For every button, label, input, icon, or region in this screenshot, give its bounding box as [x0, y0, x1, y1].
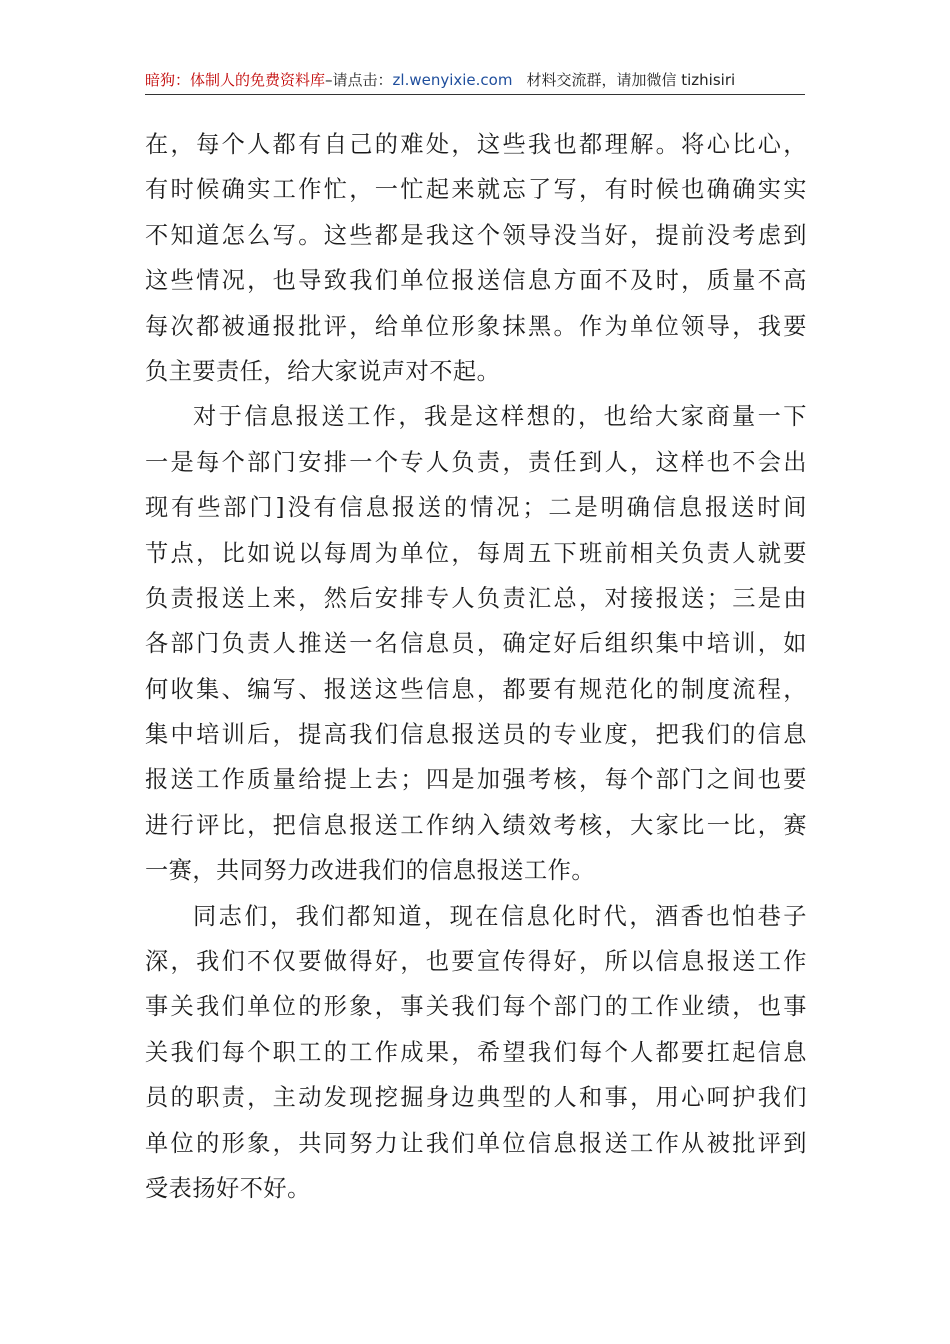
- paragraph-2: [145, 394, 807, 893]
- header-contact: 材料交流群，请加微信 tizhisiri: [526, 71, 736, 89]
- header-url-link[interactable]: zl.wenyixie.com: [392, 71, 513, 89]
- text-line: 一是每个部门安排一个专人负责，责任到人，这样也不会出: [145, 448, 807, 476]
- text-line: 何收集、编写、报送这些信息，都要有规范化的制度流程，: [145, 675, 807, 703]
- text-line: 这些情况，也导致我们单位报送信息方面不及时，质量不高: [145, 267, 807, 295]
- text-line: 报送工作质量给提上去；四是加强考核，每个部门之间也要: [145, 766, 807, 794]
- text-line: 员的职责，主动发现挖掘身边典型的人和事，用心呵护我们: [145, 1084, 807, 1112]
- text-line: 有时候确实工作忙，一忙起来就忘了写，有时候也确确实实: [145, 176, 807, 204]
- text-line: 对于信息报送工作，我是这样想的，也给大家商量一下: [193, 403, 807, 431]
- document-body: [145, 122, 807, 1211]
- text-line: 现有些部门]没有信息报送的情况；二是明确信息报送时间: [145, 494, 807, 522]
- text-line: 单位的形象，共同努力让我们单位信息报送工作从被批评到: [145, 1129, 807, 1157]
- text-line: 深，我们不仅要做得好，也要宣传得好，所以信息报送工作: [145, 948, 807, 976]
- text-line: 事关我们单位的形象，事关我们每个部门的工作业绩，也事: [145, 993, 807, 1021]
- text-line: 关我们每个职工的工作成果，希望我们每个人都要扛起信息: [145, 1038, 807, 1066]
- text-line: 节点，比如说以每周为单位，每周五下班前相关负责人就要: [145, 539, 807, 567]
- text-line: 各部门负责人推送一名信息员，确定好后组织集中培训，如: [145, 630, 807, 658]
- header-separator: –请点击：: [325, 71, 393, 89]
- text-line: 进行评比，把信息报送工作纳入绩效考核，大家比一比，赛: [145, 811, 807, 839]
- text-line: 负主要责任，给大家说声对不起。: [145, 357, 501, 385]
- text-line: 集中培训后，提高我们信息报送员的专业度，把我们的信息: [145, 721, 807, 749]
- text-line: 同志们，我们都知道，现在信息化时代，酒香也怕巷子: [193, 902, 807, 930]
- text-line: 一赛，共同努力改进我们的信息报送工作。: [145, 857, 596, 885]
- page-header: [145, 66, 805, 95]
- text-line: 不知道怎么写。这些都是我这个领导没当好，提前没考虑到: [145, 221, 807, 249]
- text-line: 负责报送上来，然后安排专人负责汇总，对接报送；三是由: [145, 584, 807, 612]
- text-line: 在，每个人都有自己的难处，这些我也都理解。将心比心，: [145, 131, 807, 158]
- text-line: 每次都被通报批评，给单位形象抹黑。作为单位领导，我要: [145, 312, 807, 340]
- header-brand: 暗狗：体制人的免费资料库: [145, 71, 326, 89]
- text-line: 受表扬好不好。: [145, 1174, 311, 1202]
- paragraph-3: [145, 894, 807, 1212]
- paragraph-1: [145, 122, 807, 394]
